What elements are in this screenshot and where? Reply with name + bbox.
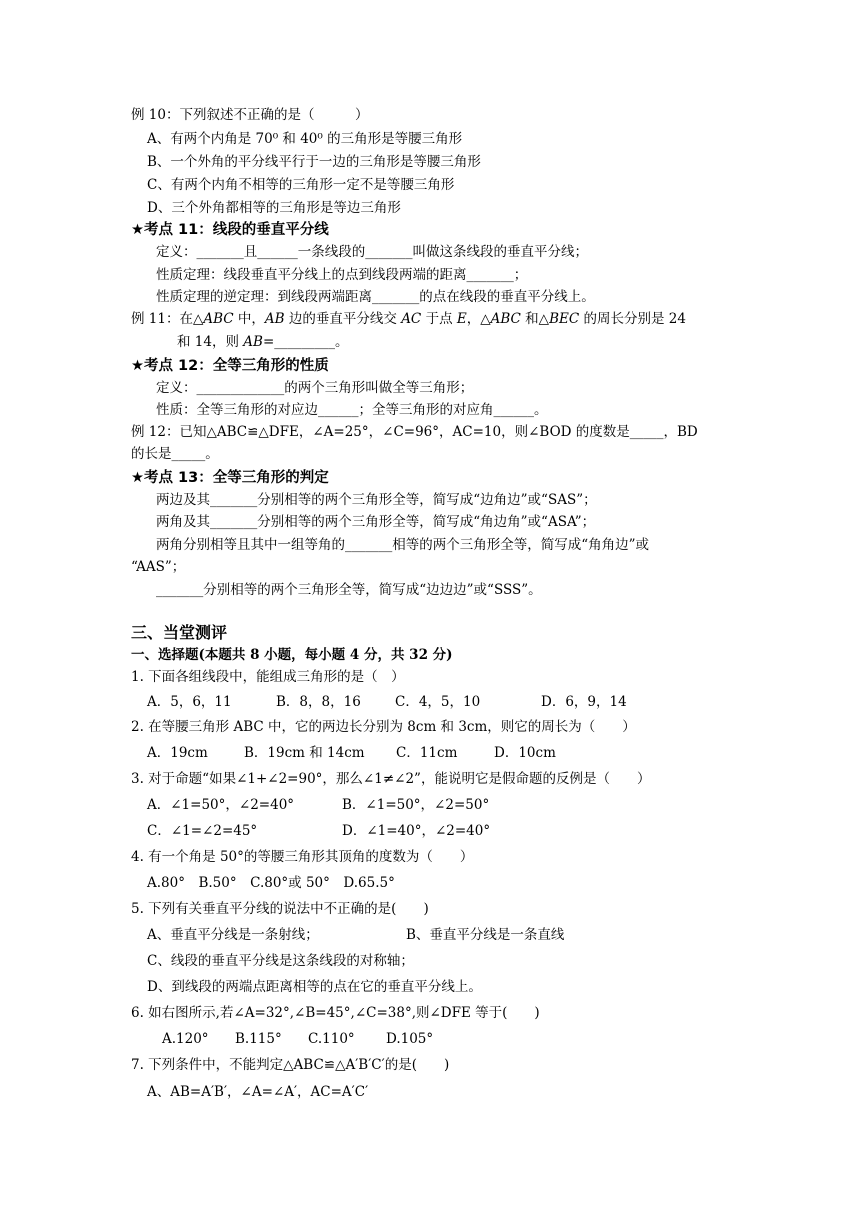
ex11-text: 和△ — [520, 311, 550, 327]
question-5-option-c: C、线段的垂直平分线是这条线段的对称轴； — [147, 953, 414, 969]
keypoint-13-sas: 两边及其_______分别相等的两个三角形全等，简写成“边角边”或“SAS”； — [156, 492, 597, 508]
question-3-option-c: C．∠1=∠2=45° — [147, 823, 258, 839]
question-6-option-b: B.115° — [235, 1031, 282, 1047]
ex11-triangle-symbol: △ — [192, 311, 204, 327]
question-5-stem: 5. 下列有关垂直平分线的说法中不正确的是( ) — [131, 901, 429, 917]
question-2-option-c: C．11cm — [396, 745, 458, 761]
ex11-text: 于点 — [421, 311, 457, 327]
question-1-stem: 1. 下面各组线段中，能组成三角形的是（ ） — [131, 669, 405, 685]
ex11-text: 中， — [233, 311, 265, 327]
question-3-option-a: A．∠1=50°，∠2=40° — [147, 797, 295, 813]
question-5-option-a: A、垂直平分线是一条射线； — [147, 927, 319, 943]
keypoint-13-aas-line-2: “AAS”； — [131, 559, 186, 575]
ex11-text: 边的垂直平分线交 — [284, 311, 402, 327]
ex11-text: ，△ — [466, 311, 491, 327]
keypoint-11-definition: 定义：_______且______一条线段的_______叫做这条线段的垂直平分线； — [156, 244, 588, 260]
question-1-option-b: B．8，8，16 — [276, 694, 361, 710]
question-3-option-b: B．∠1=50°，∠2=50° — [342, 797, 490, 813]
ex11-text: 和 14，则 — [177, 334, 244, 350]
ex11-text: 的周长分别是 24 — [579, 311, 686, 327]
example-10-option-a: A、有两个内角是 70⁰ 和 40⁰ 的三角形是等腰三角形 — [147, 131, 463, 147]
example-10-question: 例 10：下列叙述不正确的是（ ） — [131, 107, 369, 123]
keypoint-11-inverse: 性质定理的逆定理：到线段两端距离_______的点在线段的垂直平分线上。 — [156, 289, 595, 305]
keypoint-13-sss: _______分别相等的两个三角形全等，简写成“边边边”或“SSS”。 — [156, 582, 542, 598]
question-2-option-a: A．19cm — [147, 745, 208, 761]
example-10-option-d: D、三个外角都相等的三角形是等边三角形 — [147, 200, 401, 216]
keypoint-13-asa: 两角及其_______分别相等的两个三角形全等，简写成“角边角”或“ASA”； — [156, 514, 596, 530]
question-7-option-a: A、AB=A′B′，∠A=∠A′，AC=A′C′ — [147, 1084, 369, 1100]
ex11-ab: AB — [243, 334, 263, 350]
ex11-e: E — [456, 311, 467, 327]
example-12-line-1: 例 12：已知△ABC≌△DFE，∠A=25°，∠C=96°，AC=10，则∠BOD 的度数是_____，BD — [131, 424, 698, 440]
question-7-stem: 7. 下列条件中，不能判定△ABC≌△A′B′C′的是( ) — [131, 1057, 450, 1073]
question-2-stem: 2. 在等腰三角形 ABC 中，它的两边长分别为 8cm 和 3cm，则它的周长为（ ） — [131, 719, 636, 735]
question-4-options: A.80° B.50° C.80°或 50° D.65.5° — [147, 875, 395, 891]
ex11-ab: AB — [264, 311, 285, 327]
ex11-ac: AC — [401, 311, 422, 327]
question-3-stem: 3. 对于命题“如果∠1+∠2=90°，那么∠1≠∠2”，能说明它是假命题的反例是（ ） — [131, 771, 651, 787]
ex11-text: 例 11：在 — [131, 311, 193, 327]
example-12-line-2: 的长是_____。 — [131, 446, 219, 462]
question-1-option-a: A．5，6，11 — [147, 694, 232, 710]
section-3-title: 三、当堂测评 — [131, 623, 228, 642]
keypoint-12-title: ★考点 12：全等三角形的性质 — [131, 358, 329, 374]
ex11-bec: BEC — [549, 311, 580, 327]
question-2-option-b: B．19cm 和 14cm — [244, 745, 365, 761]
ex11-abc: ABC — [490, 311, 521, 327]
question-6-option-a: A.120° — [162, 1031, 209, 1047]
keypoint-12-property: 性质：全等三角形的对应边______；全等三角形的对应角______。 — [156, 402, 548, 418]
keypoint-13-aas-line-1: 两角分别相等且其中一组等角的_______相等的两个三角形全等，简写成“角角边”或 — [156, 537, 650, 553]
ex11-abc: ABC — [203, 311, 234, 327]
question-6-stem: 6. 如右图所示,若∠A=32°,∠B=45°,∠C=38°,则∠DFE 等于( ) — [131, 1005, 540, 1021]
question-2-option-d: D．10cm — [494, 745, 556, 761]
question-6-option-c: C.110° — [308, 1031, 355, 1047]
keypoint-11-title: ★考点 11：线段的垂直平分线 — [131, 222, 329, 238]
question-5-option-d: D、到线段的两端点距离相等的点在它的垂直平分线上。 — [147, 979, 482, 995]
question-1-option-c: C．4，5，10 — [395, 694, 481, 710]
keypoint-13-title: ★考点 13：全等三角形的判定 — [131, 470, 329, 486]
question-4-stem: 4. 有一个角是 50°的等腰三角形其顶角的度数为（ ） — [131, 849, 474, 865]
keypoint-12-definition: 定义：_____________的两个三角形叫做全等三角形； — [156, 380, 474, 396]
example-11-line-2 — [177, 332, 349, 352]
question-3-option-d: D．∠1=40°，∠2=40° — [342, 823, 491, 839]
example-10-option-c: C、有两个内角不相等的三角形一定不是等腰三角形 — [147, 177, 455, 193]
ex11-text: =_________。 — [262, 334, 349, 350]
question-1-option-d: D．6，9，14 — [541, 694, 627, 710]
keypoint-11-property: 性质定理：线段垂直平分线上的点到线段两端的距离_______； — [156, 267, 528, 283]
section-3-part-1-heading: 一、选择题(本题共 8 小题，每小题 4 分，共 32 分) — [131, 647, 453, 663]
example-11-line-1 — [131, 309, 686, 329]
question-6-option-d: D.105° — [386, 1031, 434, 1047]
example-10-option-b: B、一个外角的平分线平行于一边的三角形是等腰三角形 — [147, 154, 481, 170]
question-5-option-b: B、垂直平分线是一条直线 — [406, 927, 565, 943]
